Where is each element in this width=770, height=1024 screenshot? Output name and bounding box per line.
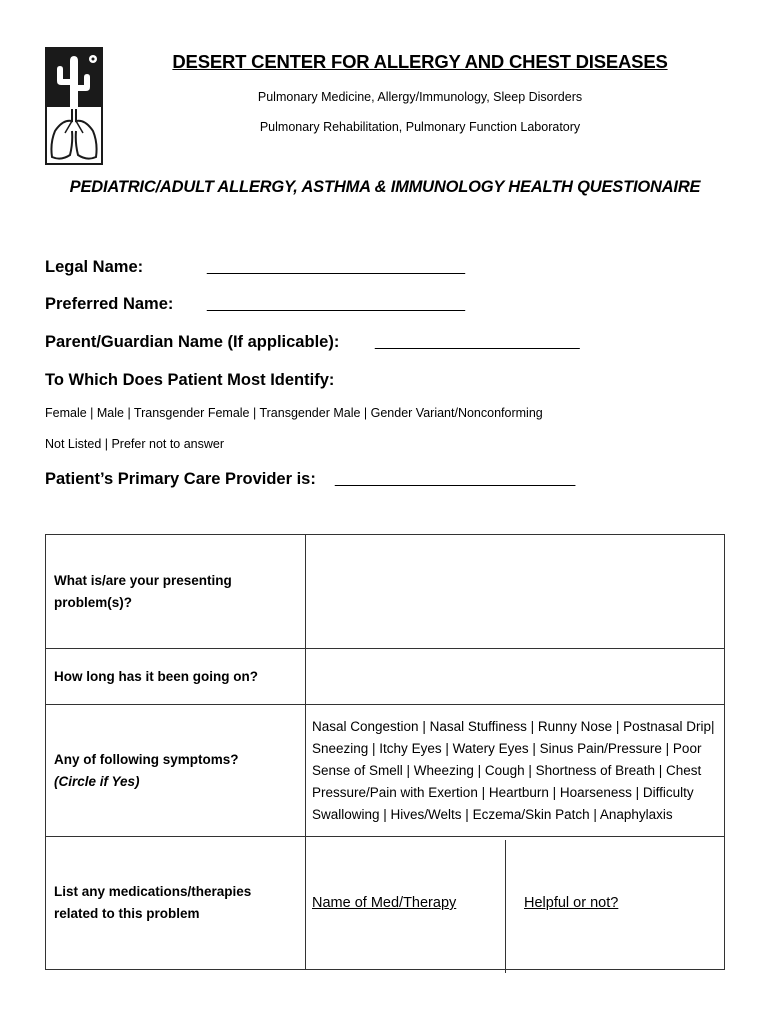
form-title: PEDIATRIC/ADULT ALLERGY, ASTHMA & IMMUNOLOGY HEALTH QUESTIONAIRE (69, 178, 701, 196)
medications-column-divider (505, 840, 506, 973)
answer-presenting-problem[interactable] (306, 535, 725, 649)
organization-subtitle-1: Pulmonary Medicine, Allergy/Immunology, Sleep Disorders (257, 90, 583, 104)
question-duration: How long has it been going on? (54, 668, 258, 684)
question-symptoms-note: (Circle if Yes) (54, 773, 140, 789)
cactus-lungs-logo-icon (45, 47, 103, 165)
question-cell (46, 535, 306, 649)
guardian-name-field[interactable]: _______________________ (375, 333, 580, 350)
table-row (46, 649, 725, 705)
questionnaire-table (45, 534, 725, 970)
legal-name-label: Legal Name: (45, 258, 144, 276)
identify-options-row-1[interactable]: Female | Male | Transgender Female | Transgender Male | Gender Variant/Nonconforming (45, 406, 543, 420)
medications-answer-cell[interactable] (306, 837, 725, 970)
med-helpful-header: Helpful or not? (524, 895, 619, 911)
legal-name-field[interactable]: _____________________________ (207, 258, 466, 275)
symptoms-list[interactable]: Nasal Congestion | Nasal Stuffiness | Runny Nose | Postnasal Drip| Sneezing | Itchy Eyes | Watery Eyes | Sinus Pain/Pressure | Poor Sense of Smell | Wheezing | Cough | Shortness of Breath | Chest Pressure/Pain with Exertion | Heartburn | Hoarseness | Difficulty Swallowing | Hives/Welts | Eczema/Skin Patch | Anaphylaxis (306, 705, 725, 837)
question-cell (46, 649, 306, 705)
question-cell (46, 705, 306, 837)
question-symptoms: Any of following symptoms? (54, 751, 239, 767)
identify-label: To Which Does Patient Most Identify: (45, 371, 335, 389)
question-cell (46, 837, 306, 970)
organization-name: DESERT CENTER FOR ALLERGY AND CHEST DISEASES (172, 51, 668, 72)
med-name-header: Name of Med/Therapy (312, 895, 457, 911)
guardian-name-label: Parent/Guardian Name (If applicable): (45, 333, 340, 351)
question-presenting-problem: What is/are your presenting problem(s)? (54, 572, 232, 610)
table-row (46, 837, 725, 970)
primary-care-provider-field[interactable]: ___________________________ (335, 470, 576, 487)
question-medications: List any medications/therapies related to this problem (54, 884, 252, 921)
preferred-name-field[interactable]: _____________________________ (207, 295, 466, 312)
table-row (46, 705, 725, 837)
organization-subtitle-2: Pulmonary Rehabilitation, Pulmonary Function Laboratory (259, 120, 581, 134)
preferred-name-label: Preferred Name: (45, 295, 174, 313)
table-row (46, 535, 725, 649)
medications-column-headers (312, 891, 718, 915)
primary-care-provider-label: Patient’s Primary Care Provider is: (45, 470, 316, 488)
identify-options-row-2[interactable]: Not Listed | Prefer not to answer (45, 437, 225, 451)
answer-duration[interactable] (306, 649, 725, 705)
